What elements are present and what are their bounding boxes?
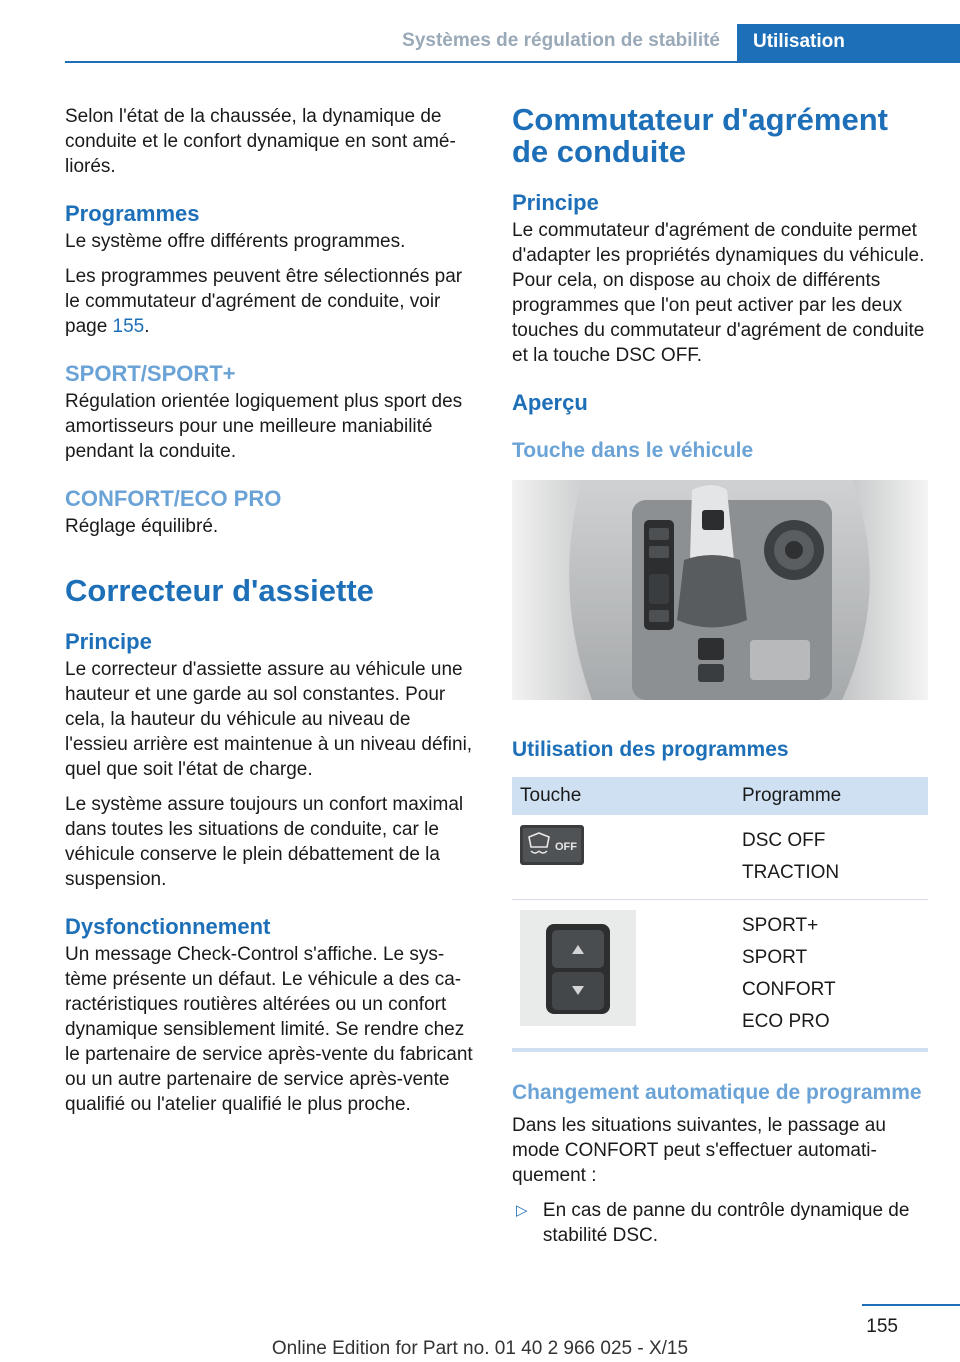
footer-rule [862,1304,960,1306]
center-console-photo [512,480,928,700]
table-cell-programme [734,815,928,900]
programmes-paragraph-2 [65,264,477,339]
column-header-touche: Touche [512,777,734,815]
list-item-text: En cas de panne du contrôle dynamique de stabilité DSC. [542,1200,910,1246]
table-cell-icon [512,815,734,900]
programmes-table [512,777,928,1052]
running-header-section: Systèmes de régulation de stabilité [402,30,720,51]
table-row [512,900,928,1051]
programme-value: TRACTION [742,862,840,883]
commutateur-principe-paragraph: Le commutateur d'agrément de conduite permet d'adapter les propriétés dynamiques du véhicule. Pour cela, on dispose au choix de différents programmes que l'on peut activer par les deux touches du commutateur d'agrément de conduite et la touche DSC OFF. [512,220,925,366]
apercu-heading: Aperçu [512,390,588,415]
header-rule [65,61,960,63]
programme-value: SPORT+ [742,915,819,936]
driving-mode-rocker-switch-icon [520,910,636,1026]
dsc-off-label: OFF [555,841,577,853]
confort-heading: CONFORT/ECO PRO [65,486,282,511]
page-link[interactable]: 155 [112,316,145,337]
correcteur-heading: Correcteur d'assiette [65,573,374,608]
touche-heading: Touche dans le véhicule [512,439,754,462]
programme-value: ECO PRO [742,1011,830,1032]
running-header-tab: Utilisation [737,24,960,62]
dysfonctionnement-paragraph: Un message Check-Control s'affiche. Le système présente un défaut. Le véhicule a des caractéristiques routières altérées ou un confort dynamique sensiblement limité. Se rendre chez le partenaire de service après-vente du fabricant ou un autre partenaire de service après-vente qualifié ou l'atelier qualifié le plus proche. [65,944,473,1115]
programme-value: SPORT [742,947,808,968]
programmes-text: Les programmes peuvent être sélectionnés par le commutateur d'agrément de conduite, voir page [65,266,463,337]
commutateur-heading: Commutateur d'agrément de conduite [512,102,888,169]
edition-footer: Online Edition for Part no. 01 40 2 966 025 - X/15 [271,1338,689,1359]
sport-heading: SPORT/SPORT+ [65,361,236,386]
programmes-paragraph-1: Le système offre différents programmes. [65,231,406,252]
dsc-off-button-icon [520,825,584,865]
confort-paragraph: Réglage équilibré. [65,516,219,537]
dysfonctionnement-heading: Dysfonctionnement [65,914,271,939]
changement-heading: Changement automatique de programme [512,1081,922,1104]
utilisation-heading: Utilisation des programmes [512,738,789,761]
column-header-programme: Programme [734,777,928,815]
table-cell-programme [734,900,928,1051]
table-header-row [512,777,928,815]
list-item [512,1198,928,1248]
right-column [512,104,928,1248]
correcteur-principe-paragraph-2: Le système assure toujours un confort maximal dans toutes les situations de conduite, car le véhicule conserve le plein débattement de la suspension. [65,794,464,890]
programmes-text-end: . [144,316,150,337]
table-row [512,815,928,900]
sport-paragraph: Régulation orientée logiquement plus sport des amortisseurs pour une meilleure maniabilité pendant la conduite. [65,391,463,462]
intro-paragraph: Selon l'état de la chaussée, la dynamique de conduite et le confort dynamique en sont améliorés. [65,106,456,177]
programme-value: DSC OFF [742,830,826,851]
table-cell-icon [512,900,734,1051]
programme-value: CONFORT [742,979,836,1000]
left-column [65,104,477,1127]
programmes-heading: Programmes [65,201,200,226]
bullet-triangle-icon: ▷ [516,1202,528,1219]
commutateur-principe-heading: Principe [512,190,599,215]
correcteur-principe-paragraph-1: Le correcteur d'assiette assure au véhicule une hauteur et une garde au sol constantes. Pour cela, la hauteur du véhicule au niveau de l'essieu arrière est maintenue à un niveau défini, quel que soit l'état de charge. [65,659,473,780]
changement-paragraph: Dans les situations suivantes, le passage au mode CONFORT peut s'effectuer automatiquement : [512,1115,886,1186]
correcteur-principe-heading: Principe [65,629,152,654]
page-number: 155 [866,1316,898,1337]
